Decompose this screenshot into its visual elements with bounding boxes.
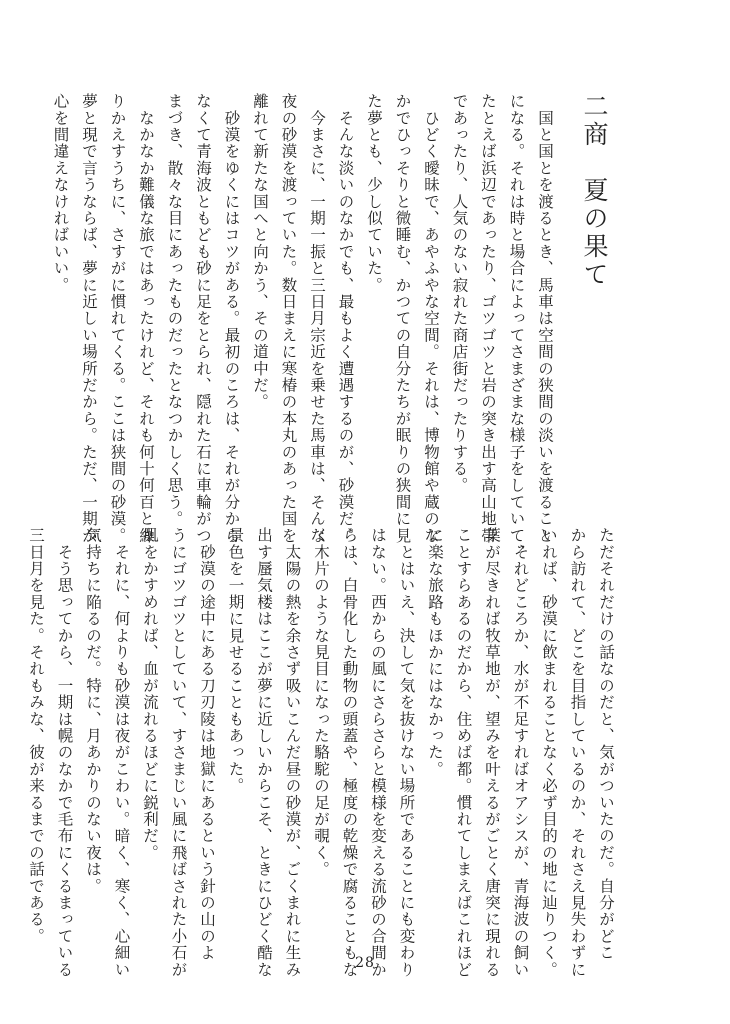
text-line: 肌をかすめれば、血が流れるほどに鋭利だ。 <box>141 527 159 861</box>
text-line: 葉が尽きれば牧草地が、望みを叶えるがごとく唐突に現れる <box>483 527 501 978</box>
text-line: 国と国とを渡るとき、馬車は空間の狭間の淡いを渡ること <box>536 93 554 544</box>
text-line: いれば、砂漠に飲まれることなく必ず目的の地に辿りつく。 <box>540 527 558 978</box>
text-line: たとえば浜辺であったり、ゴツゴツと岩の突き出す高山地帯 <box>479 93 497 544</box>
text-line: まづき、散々な目にあったものだったとなつかしく思う。 <box>165 93 184 528</box>
text-line: りかえすうちに、さすがに慣れてくる。ここは狭間の砂漠。 <box>108 93 127 544</box>
text-line: そう思ってから、一期は幌のなかで毛布にくるまっている <box>55 527 74 978</box>
text-line: それに、何よりも砂漠は夜がこわい。暗く、寒く、心細い <box>112 527 131 978</box>
text-line: うにゴツゴツとしていて、すさまじい風に飛ばされた小石が <box>169 527 188 978</box>
upper-text-block <box>46 93 617 561</box>
text-line: 太陽の熱を余さず吸いこんだ昼の砂漠が、ごくまれに生み <box>283 527 302 978</box>
text-line: に楽な旅路もほかにはなかった。 <box>426 527 444 778</box>
text-line: かでひっそりと微睡む、かつての自分たちが眠りの狭間に見 <box>393 93 412 544</box>
text-line: 夜の砂漠を渡っていた。数日まえに寒椿の本丸のあった国を <box>279 93 298 544</box>
text-line: ひどく曖昧で、あやふやな空間。それは、博物館や蔵のな <box>422 93 440 544</box>
text-line: ことすらあるのだから、住めば都。慣れてしまえばこれほど <box>454 527 473 978</box>
text-line: 出す蜃気楼はここが夢に近しいからこそ、ときにひどく酷な <box>255 527 273 978</box>
text-line: 離れて新たな国へと向かう、その道中だ。 <box>251 93 269 411</box>
text-line: 景色を一期に見せることもあった。 <box>226 527 245 795</box>
title-column-spacer <box>559 93 617 513</box>
text-line: 気持ちに陥るのだ。特に、月あかりのない夜は。 <box>84 527 102 895</box>
text-line: であったり、人気のない寂れた商店街だったりする。 <box>450 93 469 494</box>
text-line: 三日月を見た。それもみな、彼が来るまでの話である。 <box>27 527 45 945</box>
text-line: そんな淡いのなかでも、最もよく遭遇するのが、砂漠だ。 <box>336 93 355 544</box>
text-line: 心を間違えなければいい。 <box>51 93 70 294</box>
text-line: 砂漠をゆくにはコツがある。最初のころは、それが分から <box>222 93 241 544</box>
text-line: た夢とも、少し似ていた。 <box>365 93 383 294</box>
chapter-title: 二商 夏の果て <box>580 93 609 289</box>
page-number: 28 <box>355 955 375 971</box>
text-line: 今まさに、一期一振と三日月宗近を乗せた馬車は、そんな <box>308 93 326 544</box>
text-line: 夢と現で言うならば、夢に近しい場所だから。ただ、一期が <box>80 93 98 544</box>
text-line: なくて青海波ともども砂に足をとられ、隠れた石に車輪がつ <box>194 93 212 544</box>
text-line: になる。それは時と場合によってさまざまな様子をしていて、 <box>507 93 526 561</box>
text-line: はない。西からの風にさらさらと模様を変える流砂の合間か <box>369 527 387 978</box>
text-line: 砂漠の途中にある刀刃陵は地獄にあるという針の山のよ <box>198 527 216 962</box>
text-line: から訪れて、どこを目指しているのか、それさえ見失わずに <box>568 527 587 978</box>
text-line: ただそれだけの話なのだと、気がついたのだ。自分がどこ <box>597 527 615 962</box>
text-line: とはいえ、決して気を抜けない場所であることにも変わり <box>397 527 416 978</box>
text-line: く木片のような見目になった駱駝の足が覗く。 <box>312 527 330 878</box>
text-line: なかなか難儀な旅ではあったけれど、それも何十何百と繰 <box>137 93 155 544</box>
text-line: それどころか、水が不足すればオアシスが、青海波の飼い <box>511 527 530 978</box>
text-line: らは、白骨化した動物の頭蓋や、極度の乾燥で腐ることもな <box>340 527 359 978</box>
